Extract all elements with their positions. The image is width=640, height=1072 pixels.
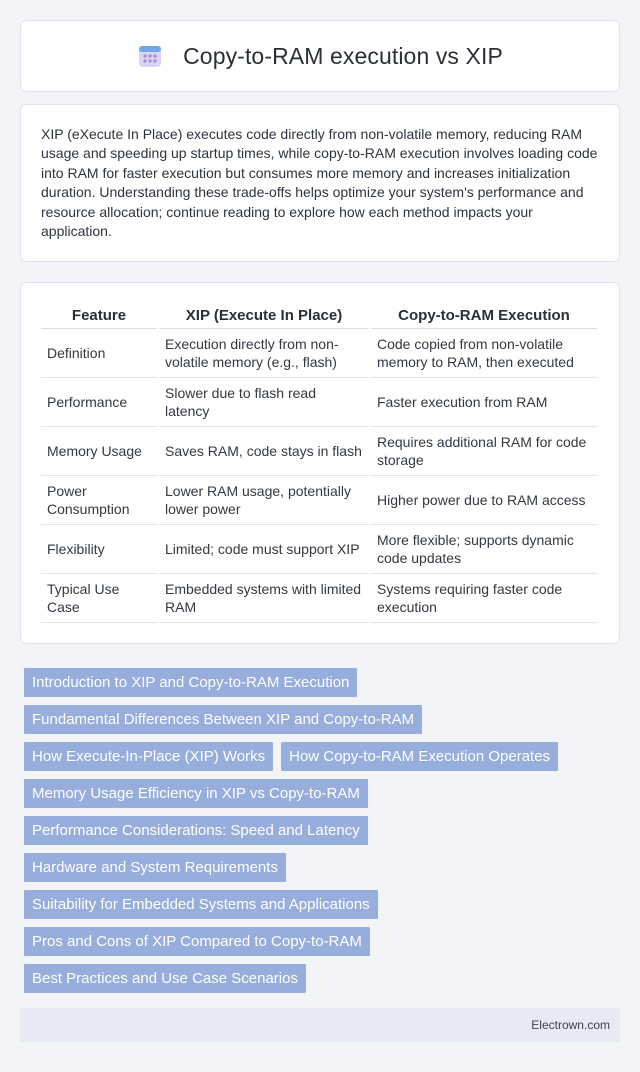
calendar-grid-icon (137, 43, 163, 69)
link-row (24, 927, 616, 956)
table-cell: Typical Use Case (41, 573, 158, 622)
table-row (41, 524, 597, 573)
topic-link-introduction[interactable]: Introduction to XIP and Copy-to-RAM Execution (24, 668, 357, 697)
table-cell: Limited; code must support XIP (158, 524, 370, 573)
column-header: Feature (41, 303, 158, 328)
title-card (20, 20, 620, 92)
intro-card (20, 104, 620, 262)
link-row (24, 779, 616, 808)
table-cell: Embedded systems with limited RAM (158, 573, 370, 622)
link-row (24, 816, 616, 845)
footer (20, 1008, 620, 1042)
table-cell: Performance (41, 377, 158, 426)
table-cell: More flexible; supports dynamic code updates (370, 524, 597, 573)
table-cell: Faster execution from RAM (370, 377, 597, 426)
topic-link-performance[interactable]: Performance Considerations: Speed and Latency (24, 816, 368, 845)
table-cell: Execution directly from non-volatile memory (e.g., flash) (158, 328, 370, 377)
topic-link-memory-usage[interactable]: Memory Usage Efficiency in XIP vs Copy-to-RAM (24, 779, 368, 808)
table-row (41, 475, 597, 524)
footer-brand[interactable]: Electrown.com (531, 1018, 610, 1032)
table-cell: Flexibility (41, 524, 158, 573)
topic-link-fundamental-differences[interactable]: Fundamental Differences Between XIP and Copy-to-RAM (24, 705, 422, 734)
page-title: Copy-to-RAM execution vs XIP (183, 42, 503, 69)
link-row (24, 890, 616, 919)
topic-link-how-copy-to-ram-operates[interactable]: How Copy-to-RAM Execution Operates (281, 742, 558, 771)
comparison-table-card (20, 282, 620, 644)
table-cell: Lower RAM usage, potentially lower power (158, 475, 370, 524)
intro-paragraph: XIP (eXecute In Place) executes code directly from non-volatile memory, reducing RAM usage and speeding up startup times, while copy-to-RAM execution involves loading code into RAM for faster execution but consumes more memory and increases initialization duration. Understanding these trade-offs helps optimize your system's performance and resource allocation; continue reading to explore how each method impacts your application. (41, 126, 598, 240)
table-cell: Power Consumption (41, 475, 158, 524)
topic-link-hardware-requirements[interactable]: Hardware and System Requirements (24, 853, 286, 882)
table-row (41, 426, 597, 475)
link-row (24, 742, 616, 771)
table-cell: Requires additional RAM for code storage (370, 426, 597, 475)
table-cell: Higher power due to RAM access (370, 475, 597, 524)
topic-links (24, 668, 616, 1001)
link-row (24, 964, 616, 993)
column-header: Copy-to-RAM Execution (370, 303, 597, 328)
comparison-table (41, 303, 597, 623)
table-cell: Memory Usage (41, 426, 158, 475)
link-row (24, 853, 616, 882)
table-cell: Definition (41, 328, 158, 377)
table-cell: Code copied from non-volatile memory to RAM, then executed (370, 328, 597, 377)
table-cell: Systems requiring faster code execution (370, 573, 597, 622)
table-row (41, 573, 597, 622)
topic-link-best-practices[interactable]: Best Practices and Use Case Scenarios (24, 964, 306, 993)
topic-link-pros-cons[interactable]: Pros and Cons of XIP Compared to Copy-to-RAM (24, 927, 370, 956)
link-row (24, 668, 616, 697)
topic-link-how-xip-works[interactable]: How Execute-In-Place (XIP) Works (24, 742, 273, 771)
column-header: XIP (Execute In Place) (158, 303, 370, 328)
table-row (41, 377, 597, 426)
table-row (41, 328, 597, 377)
link-row (24, 705, 616, 734)
table-cell: Slower due to flash read latency (158, 377, 370, 426)
table-header-row (41, 303, 597, 328)
topic-link-embedded-suitability[interactable]: Suitability for Embedded Systems and Applications (24, 890, 378, 919)
table-cell: Saves RAM, code stays in flash (158, 426, 370, 475)
